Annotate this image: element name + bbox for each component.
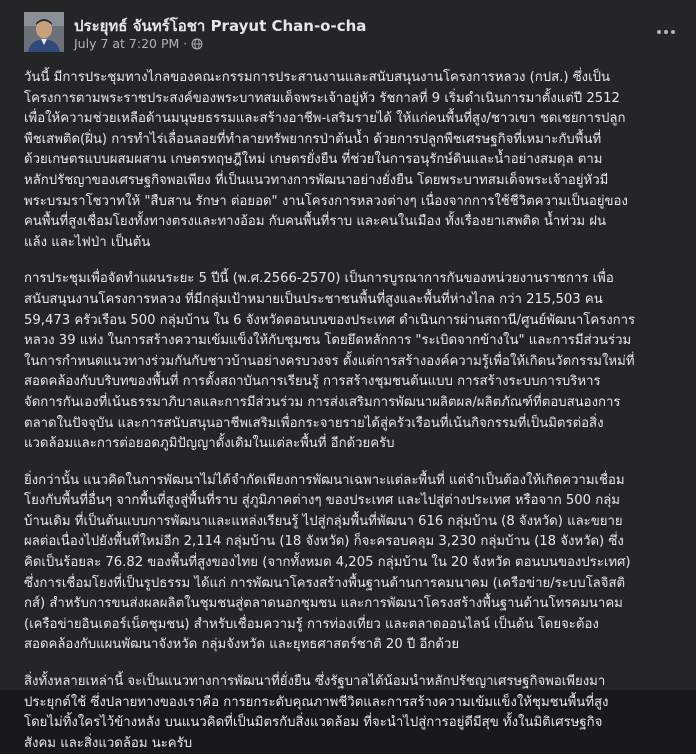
- post-paragraph: วันนี้ มีการประชุมทางไกลของคณะกรรมการประสานงานและสนับสนุนงานโครงการหลวง (กปส.) ซึ่งเป็น โครงการตามพระราชประสงค์ของพระบาทสมเด็จพระเจ้าอยู่หัว รัชกาลที่ 9 เริ่มดำเนินการมาตั้งแต่ปี 2512 เพื่อให้ความช่วยเหลือด้านมนุษยธรรมและสร้างอาชีพ-เสริมรายได้ ให้แก่คนพื้นที่สูง/ชาวเขา ชดเชยการปลูก พืชเสพติด(ฝิ่น) การทำไร่เลื่อนลอยที่ทำลายทรัพยากรป่าต้นน้ำ ด้วยการปลูกพืชเศรษฐกิจที่เหมาะกับพื้นที่ ด้วยเกษตรแบบผสมผสาน เกษตรทฤษฎีใหม่ เกษตรยั่งยืน ที่ช่วยในการอนุรักษ์ดินและน้ำอย่างสมดุล ตาม หลักปรัชญาของเศรษฐกิจพอเพียง ที่เป็นแนวทางการพัฒนาอย่างยั่งยืน โดยพระบาทสมเด็จพระเจ้าอยู่หัวมี พระบรมราโชวาทให้ "สืบสาน รักษา ต่อยอด" งานโครงการหลวงต่างๆ เนื่องจากการใช้ชีวิตความเป็นอยู่ของ คนพื้นที่สูงเชื่อมโยงทั้งทางตรงและทางอ้อม กับคนพื้นที่ราบ และคนในเมือง ทั้งเรื่องยาเสพติด น้ำท่วม ฝน แล้ง และไฟป่า เป็นต้น: [24, 70, 628, 250]
- globe-icon[interactable]: [191, 38, 203, 50]
- post-timestamp[interactable]: July 7 at 7:20 PM: [74, 36, 180, 51]
- post-body: [24, 68, 676, 754]
- post-paragraph: สิ่งทั้งหลายเหล่านี้ จะเป็นแนวทางการพัฒนาที่ยั่งยืน ซึ่งรัฐบาลได้น้อมนำหลักปรัชญาเศรษฐกิจพอเพียงมา ประยุกต์ใช้ ซึ่งปลายทางของเราคือ การยกระดับคุณภาพชีวิตและการสร้างความเข้มแข็งให้ชุมชนพื้นที่สูง โดยไม่ทิ้งใครไว้ข้างหลัง บนแนวคิดที่เป็นมิตรกับสิ่งแวดล้อม ที่จะนำไปสู่การอยู่ดีมีสุข ทั้งในมิติเศรษฐกิจ สังคม และสิ่งแวดล้อม นะครับ: [24, 674, 609, 751]
- avatar-portrait-icon: [24, 12, 64, 52]
- author-avatar[interactable]: [24, 12, 64, 52]
- post-paragraph: การประชุมเพื่อจัดทำแผนระยะ 5 ปีนี้ (พ.ศ.2566-2570) เป็นการบูรณาการกันของหน่วยงานราชการ เพื่อ สนับสนุนงานโครงการหลวง ที่มีกลุ่มเป้าหมายเป็นประชาชนพื้นที่สูงและพื้นที่ห่างไกล กว่า 215,503 คน 59,473 ครัวเรือน 500 กลุ่มบ้าน ใน 6 จังหวัดตอนบนของประเทศ ดำเนินการผ่านสถานี/ศูนย์พัฒนาโครงการ หลวง 39 แห่ง ในการสร้างความเข้มแข็งให้กับชุมชน โดยยึดหลักการ "ระเบิดจากข้างใน" และการมีส่วนร่วม ในการกำหนดแนวทางร่วมกันกับชาวบ้านอย่างครบวงจร ตั้งแต่การสร้างองค์ความรู้เพื่อให้เกิดนวัตกรรมใหม่ที่ สอดคล้องกับบริบทของพื้นที่ การตั้งสถาบันการเรียนรู้ การสร้างชุมชนต้นแบบ การสร้างระบบการบริหาร จัดการกันเองที่เน้นธรรมาภิบาลและการมีส่วนร่วม การส่งเสริมการพัฒนาผลิตผล/ผลิตภัณฑ์ที่ตอบสนองการ ตลาดในปัจจุบัน และการสนับสนุนอาชีพเสริมเพื่อกระจายรายได้สู่ครัวเรือนที่เน้นกิจกรรมที่เป็นมิตรต่อสิ่ง แวดล้อมและการต่อยอดภูมิปัญญาดั้งเดิมในแต่ละพื้นที่ อีกด้วยครับ: [24, 271, 636, 452]
- ellipsis-icon: [656, 29, 676, 35]
- more-options-button[interactable]: [652, 18, 680, 46]
- post-paragraph: ยิ่งกว่านั้น แนวคิดในการพัฒนาไม่ได้จำกัดเพียงการพัฒนาเฉพาะแต่ละพื้นที่ แต่จำเป็นต้องให้เกิดความเชื่อม โยงกับพื้นที่อื่นๆ จากพื้นที่สูงสู่พื้นที่ราบ สู่ภูมิภาคต่างๆ ของประเทศ และไปสู่ต่างประเทศ หรือจาก 500 กลุ่ม บ้านเดิม ที่เป็นต้นแบบการพัฒนาและแหล่งเรียนรู้ ไปสู่กลุ่มพื้นที่พัฒนา 616 กลุ่มบ้าน (8 จังหวัด) และขยาย ผลต่อเนื่องไปยังพื้นที่ใหม่อีก 2,114 กลุ่มบ้าน (18 จังหวัด) ก็จะครอบคลุม 3,230 กลุ่มบ้าน (18 จังหวัด) ซึ่ง คิดเป็นร้อยละ 76.82 ของพื้นที่สูงของไทย (จากทั้งหมด 4,205 กลุ่มบ้าน ใน 20 จังหวัด ตอนบนของประเทศ) ซึ่งการเชื่อมโยงที่เป็นรูปธรรม ได้แก่ การพัฒนาโครงสร้างพื้นฐานด้านการคมนาคม (เครือข่าย/ระบบโลจิสติ กส์) สำหรับการขนส่งผลผลิตในชุมชนสู่ตลาดนอกชุมชน และการพัฒนาโครงสร้างพื้นฐานด้านโทรคมนาคม (เครือข่ายอินเตอร์เน็ตชุมชน) สำหรับเชื่อมความรู้ การท่องเที่ยว และตลาดออนไลน์ เป็นต้น โดยจะต้อง สอดคล้องกับแผนพัฒนาจังหวัด กลุ่มจังหวัด และยุทธศาสตร์ชาติ 20 ปี อีกด้วย: [24, 472, 631, 653]
- post-header: [16, 12, 680, 56]
- post-meta: [74, 36, 203, 51]
- author-name[interactable]: ประยุทธ์ จันทร์โอชา Prayut Chan-o-cha: [74, 17, 367, 35]
- meta-separator: ·: [183, 36, 188, 51]
